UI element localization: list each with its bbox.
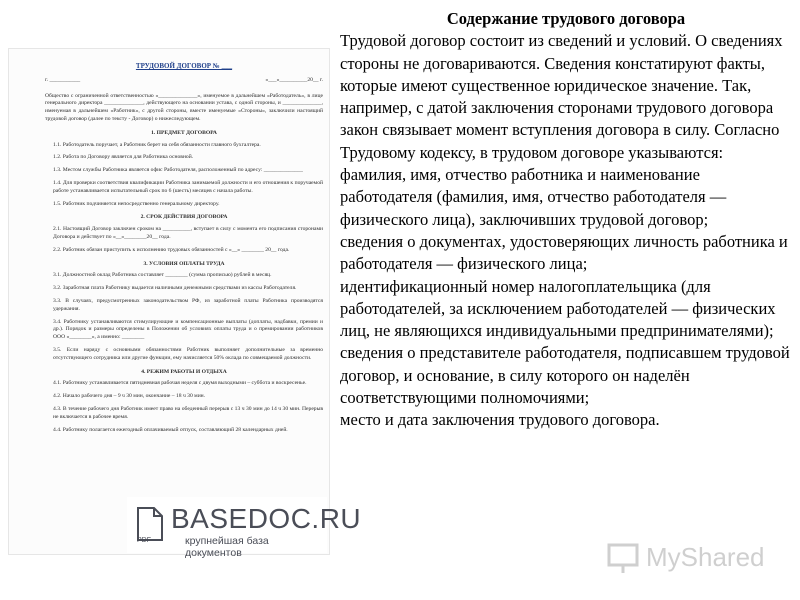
paragraph-employee-employer-names: фамилия, имя, отчество работника и наименование работодателя (фамилия, имя, отчество работодателя — физического лица), заключивших трудовой договор; [340, 165, 727, 229]
document-clause: 1.3. Местом службы Работника является офис Работодателя, расположенный по адресу: ______________ [53, 167, 303, 174]
basedoc-brand: BASEDOC.RU [171, 503, 362, 534]
document-section-title: 4. РЕЖИМ РАБОТЫ И ОТДЫХА [141, 368, 227, 375]
document-sections [45, 130, 323, 435]
document-clause: 3.4. Работнику устанавливаются стимулирующие и компенсационные выплаты (доплаты, надбавки, премии и др.). Порядок и размеры определены в Положении об условиях оплаты труда и о премировании работников ООО «________», а именно: ________ [53, 318, 323, 341]
document-clause: 4.3. В течение рабочего дня Работник имеет право на обеденный перерыв с 13 ч 30 мин до 14 ч 30 мин. Перерыв не включается в рабочее время. [53, 405, 323, 420]
document-section-title: 2. СРОК ДЕЙСТВИЯ ДОГОВОРА [140, 214, 228, 221]
document-intro: Общество с ограниченной ответственностью «______________», именуемое в дальнейшем «Работодатель», в лице генерального директора ______________, действующего на основании устава, с одной стороны, и ______________, именуемая в дальнейшем «Работник», с другой стороны, вместе именуемые «Стороны», заключили настоящий трудовой договор (далее по тексту - Договор) о нижеследующем. [45, 92, 323, 122]
page-title: Содержание трудового договора [446, 9, 686, 28]
paragraph-place-date: место и дата заключения трудового договора. [340, 410, 660, 430]
presentation-icon [606, 542, 640, 576]
document-title: ТРУДОВОЙ ДОГОВОР № ___ [135, 62, 233, 70]
document-clause: 4.2. Начало рабочего дня – 9 ч 30 мин, окончание – 18 ч 30 мин. [53, 393, 206, 400]
document-clause: 3.2. Заработная плата Работнику выдается наличными денежными средствами из кассы Работодателя. [53, 285, 297, 292]
document-clause: 3.1. Должностной оклад Работника составляет ________ (сумма прописью) рублей в месяц. [53, 272, 272, 279]
document-clause: 1.5. Работник подчиняется непосредственно генеральному директору. [53, 200, 220, 207]
document-section-title: 3. УСЛОВИЯ ОПЛАТЫ ТРУДА [143, 260, 225, 267]
pdf-label: PDF [137, 537, 151, 544]
document-section-title: 1. ПРЕДМЕТ ДОГОВОРА [151, 129, 217, 136]
paragraph-tax-id: идентификационный номер налогоплательщика (для работодателей, за исключением работодателей — физических лиц, не являющихся индивидуальными предпринимателями); [340, 276, 776, 341]
document-clause: 4.4. Работнику полагается ежегодный оплачиваемый отпуск, составляющий 28 календарных дней. [53, 426, 288, 433]
paragraph-representative: сведения о представителе работодателя, подписавшем трудовой договор, и основание, в силу которого он наделён соответствующими полномочиями; [340, 343, 790, 408]
document-clause: 1.2. Работа по Договору является для Работника основной. [53, 154, 194, 161]
myshared-watermark [606, 540, 796, 580]
document-place-date-row [45, 77, 323, 85]
document-clause: 4.1. Работнику устанавливается пятидневная рабочая неделя с двумя выходными – суббота и воскресенье. [53, 380, 307, 387]
document-clause: 2.1. Настоящий Договор заключен сроком на __________, вступает в силу с момента его подписания сторонами Договора и действует по «__»________20__ года. [53, 226, 323, 240]
document-clause: 1.4. Для проверки соответствия квалификации Работника занимаемой должности и его отношения к поручаемой работе устанавливается испытательный срок по 6 (шесть) месяцев с начала работы. [53, 179, 323, 194]
basedoc-watermark [127, 497, 362, 559]
document-thumbnail [8, 48, 362, 559]
document-clause: 3.5. Если наряду с основными обязанностями Работник выполняет дополнительные за временно отсутствующего сотрудника или другие функции, ему начисляется 50% оклада по совмещаемой должности. [53, 346, 323, 361]
document-clause: 3.3. В случаях, предусмотренных законодательством РФ, из заработной платы Работника производятся удержания. [53, 297, 323, 312]
main-text [340, 8, 792, 432]
basedoc-tagline: крупнейшая база документов [185, 535, 269, 559]
document-clause: 1.1. Работодатель поручает, а Работник берет на себя обязанности главного бухгалтера. [53, 141, 261, 148]
paragraph-identity-documents: сведения о документах, удостоверяющих личность работника и работодателя — физического лица; [340, 231, 788, 274]
document-date: «___»__________20__ г. [265, 76, 323, 83]
document-icon [137, 507, 163, 541]
myshared-text: MyShared [646, 542, 765, 572]
document-city: г. ___________ [45, 76, 81, 83]
paragraph-intro: Трудовой договор состоит из сведений и условий. О сведениях стороны не договариваются. Сведения констатируют факты, которые имеют существенное юридическое значение. Так, например, с датой заключения сторонами трудового договора закон связывает момент вступления договора в силу. Согласно Трудовому кодексу, в трудовом договоре указываются: [340, 31, 783, 162]
document-clause: 2.2. Работник обязан приступить к исполнению трудовых обязанностей с «__» ________ 20__ года. [53, 246, 290, 253]
document-scan-content [45, 63, 323, 439]
